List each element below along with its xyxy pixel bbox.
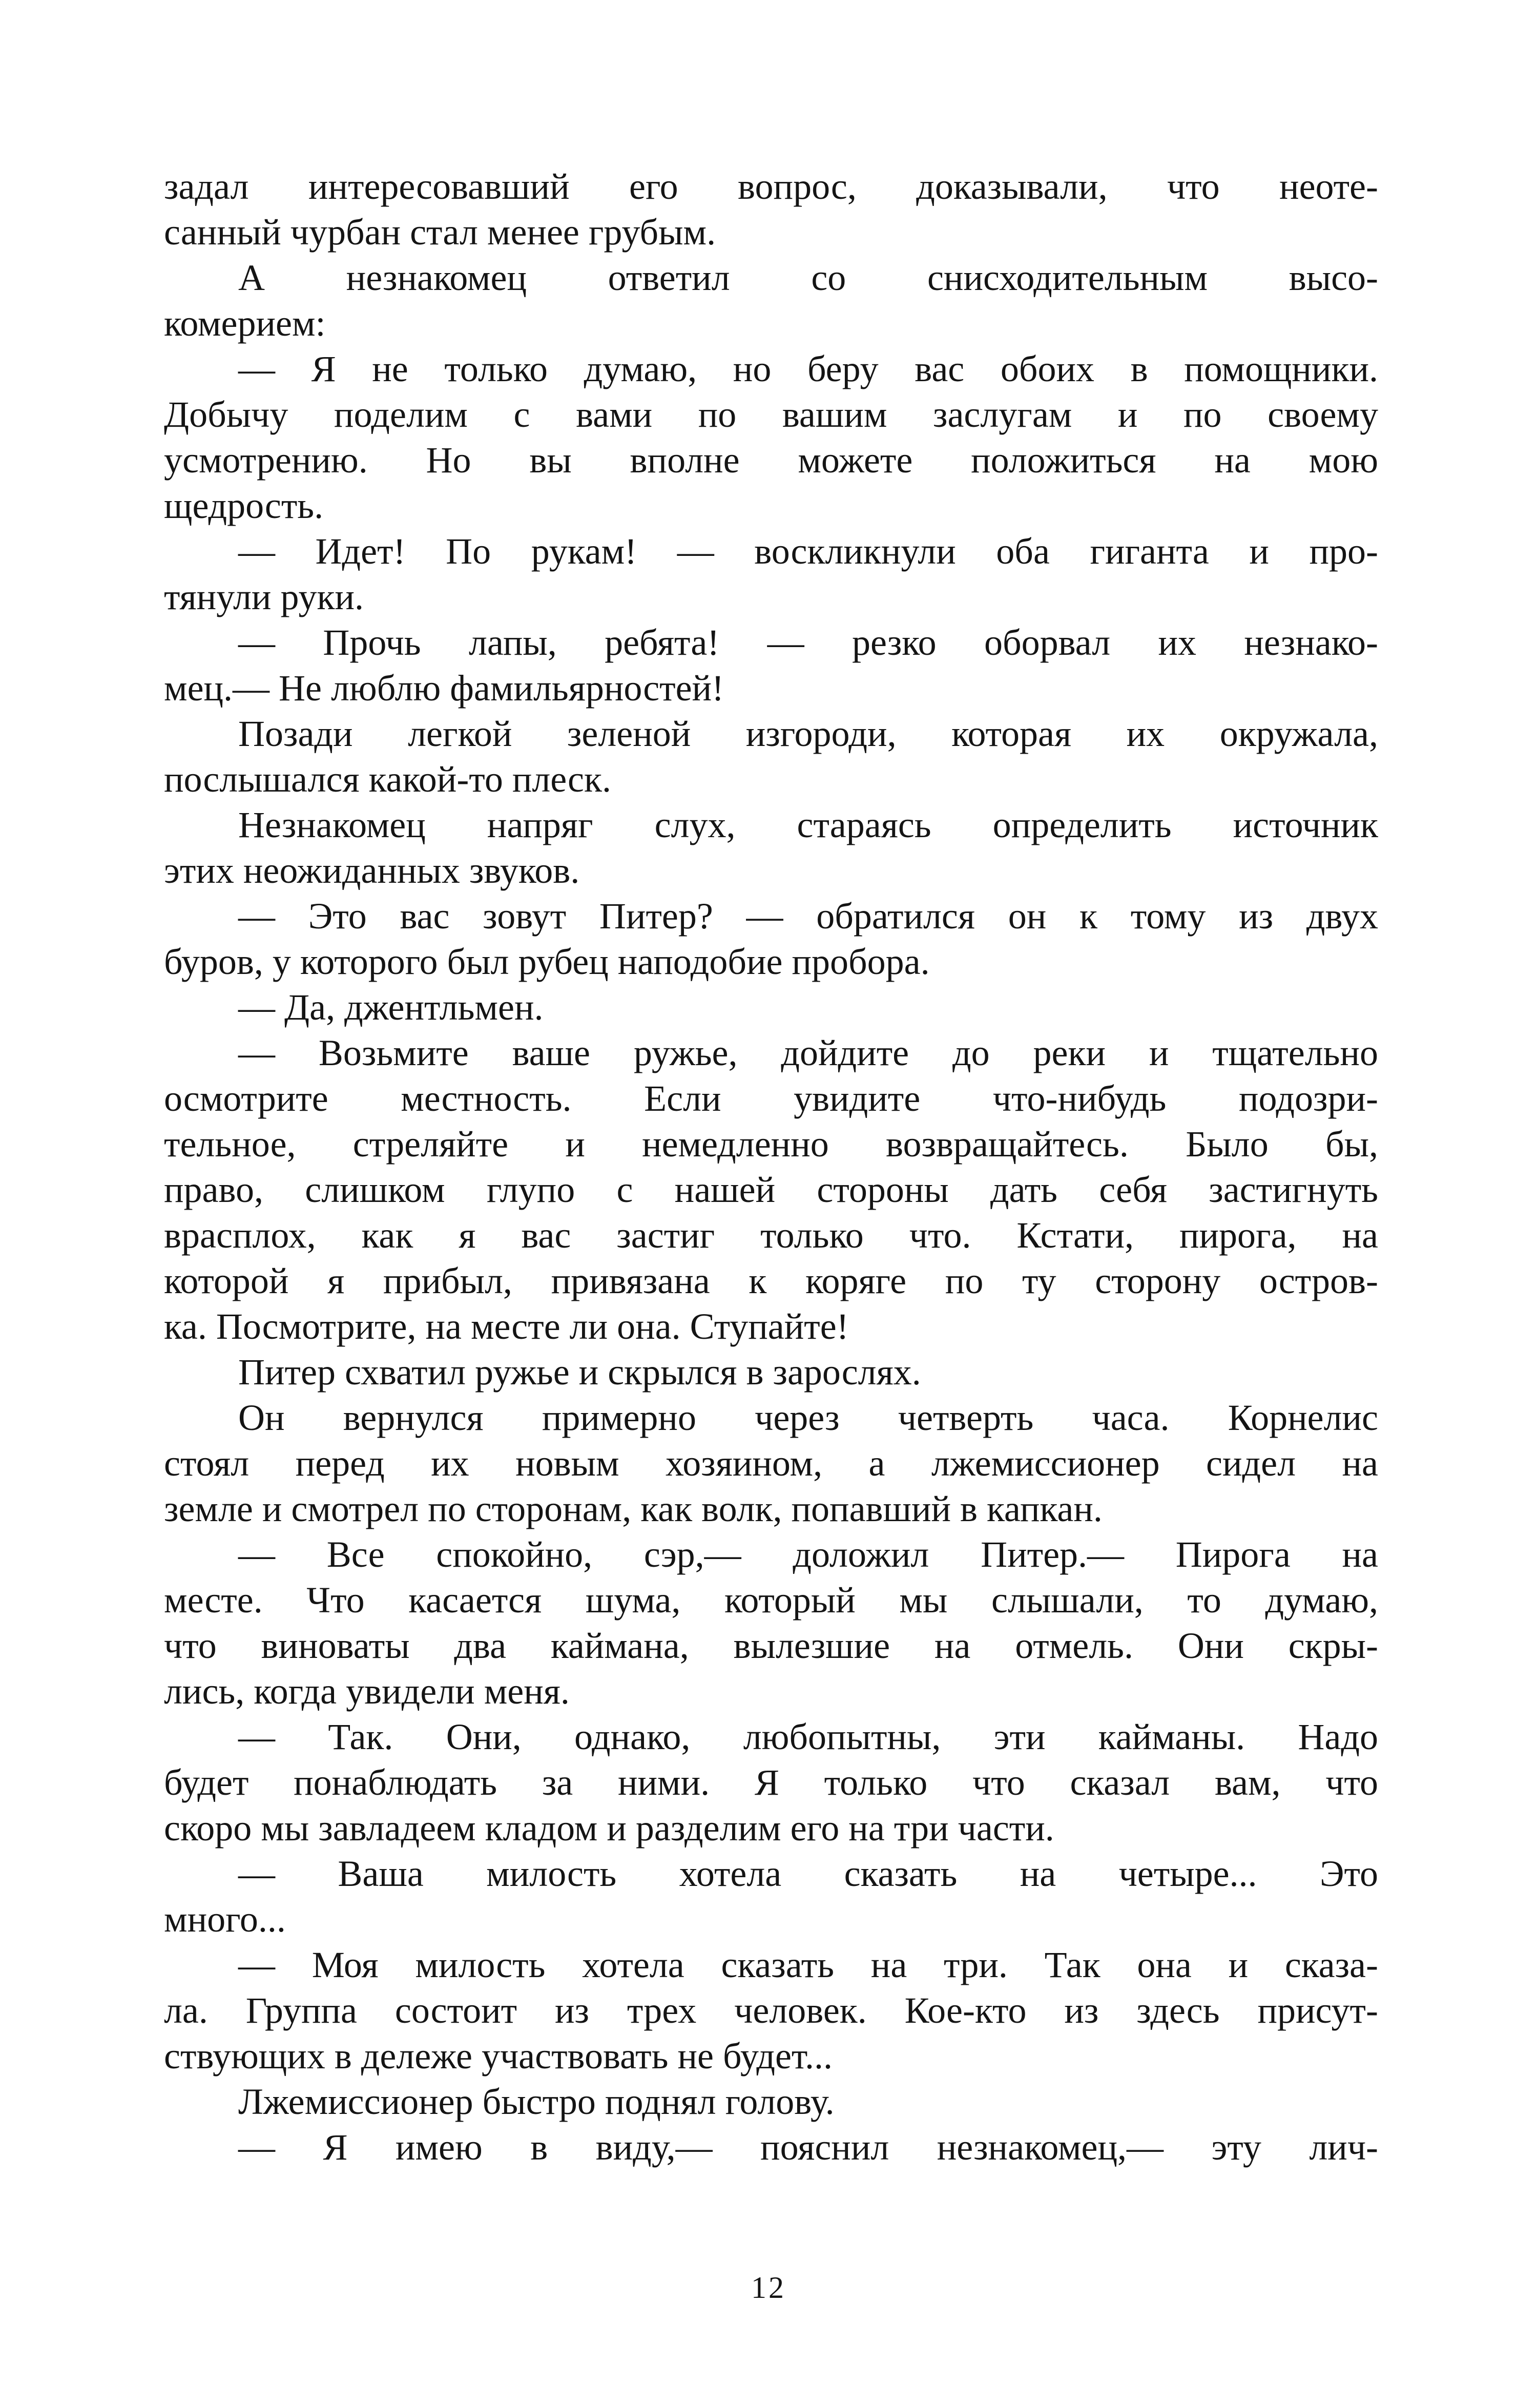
text-line: земле и смотрел по сторонам, как волк, попавший в капкан. — [164, 1488, 1103, 1529]
text-line: месте. Что касается шума, который мы слышали, то думаю, — [164, 1580, 1378, 1621]
text-line: Питер схватил ружье и скрылся в зарослях. — [238, 1352, 921, 1393]
text-line: — Все спокойно, сэр,— доложил Питер.— Пирога на — [238, 1534, 1378, 1575]
text-line: усмотрению. Но вы вполне можете положиться на мою — [164, 440, 1378, 481]
text-line: много... — [164, 1899, 286, 1940]
text-line: А незнакомец ответил со снисходительным высо- — [238, 257, 1378, 298]
text-line: — Это вас зовут Питер? — обратился он к тому из двух — [238, 896, 1378, 937]
body-text — [164, 164, 1378, 2170]
text-line: комерием: — [164, 303, 326, 344]
text-line: Позади легкой зеленой изгороди, которая их окружала, — [238, 713, 1378, 754]
text-line: этих неожиданных звуков. — [164, 850, 580, 891]
text-line: мец.— Не люблю фамильярностей! — [164, 668, 724, 709]
text-line: буров, у которого был рубец наподобие пробора. — [164, 941, 930, 982]
text-line: — Я не только думаю, но беру вас обоих в помощники. — [238, 348, 1378, 389]
text-line: — Да, джентльмен. — [238, 987, 544, 1028]
text-line: — Возьмите ваше ружье, дойдите до реки и тщательно — [238, 1032, 1378, 1073]
text-line: тельное, стреляйте и немедленно возвращайтесь. Было бы, — [164, 1124, 1378, 1165]
text-line: тянули руки. — [164, 576, 364, 617]
text-line: ла. Группа состоит из трех человек. Кое-кто из здесь присут- — [164, 1990, 1378, 2031]
text-line: ка. Посмотрите, на месте ли она. Ступайте! — [164, 1306, 849, 1347]
text-line: — Ваша милость хотела сказать на четыре... Это — [238, 1853, 1378, 1894]
text-line: Он вернулся примерно через четверть часа. Корнелис — [238, 1397, 1378, 1438]
text-line: — Так. Они, однако, любопытны, эти кайманы. Надо — [238, 1716, 1378, 1757]
text-line: скоро мы завладеем кладом и разделим его на три части. — [164, 1808, 1054, 1849]
text-line: ствующих в дележе участвовать не будет... — [164, 2036, 833, 2077]
text-line: задал интересовавший его вопрос, доказывали, что неоте- — [164, 166, 1378, 207]
text-line: право, слишком глупо с нашей стороны дать себя застигнуть — [164, 1169, 1378, 1210]
text-line: будет понаблюдать за ними. Я только что сказал вам, что — [164, 1762, 1378, 1803]
text-line: врасплох, как я вас застиг только что. Кстати, пирога, на — [164, 1215, 1378, 1256]
text-line: Лжемиссионер быстро поднял голову. — [238, 2081, 835, 2122]
page-number: 12 — [751, 2271, 786, 2305]
text-line: — Идет! По рукам! — воскликнули оба гиганта и про- — [238, 531, 1378, 572]
text-line: осмотрите местность. Если увидите что-нибудь подозри- — [164, 1078, 1378, 1119]
text-line: щедрость. — [164, 485, 324, 526]
text-line: которой я прибыл, привязана к коряге по ту сторону остров- — [164, 1260, 1378, 1301]
text-line: Добычу поделим с вами по вашим заслугам и по своему — [164, 394, 1378, 435]
text-line: Незнакомец напряг слух, стараясь определить источник — [238, 804, 1378, 845]
text-line: — Я имею в виду,— пояснил незнакомец,— эту лич- — [238, 2127, 1378, 2168]
text-line: послышался какой-то плеск. — [164, 759, 611, 800]
text-line: санный чурбан стал менее грубым. — [164, 212, 716, 253]
text-line: — Прочь лапы, ребята! — резко оборвал их незнако- — [238, 622, 1378, 663]
text-line: что виноваты два каймана, вылезшие на отмель. Они скры- — [164, 1625, 1378, 1666]
text-line: — Моя милость хотела сказать на три. Так она и сказа- — [238, 1944, 1378, 1985]
text-line: стоял перед их новым хозяином, а лжемиссионер сидел на — [164, 1443, 1378, 1484]
text-line: лись, когда увидели меня. — [164, 1671, 570, 1712]
